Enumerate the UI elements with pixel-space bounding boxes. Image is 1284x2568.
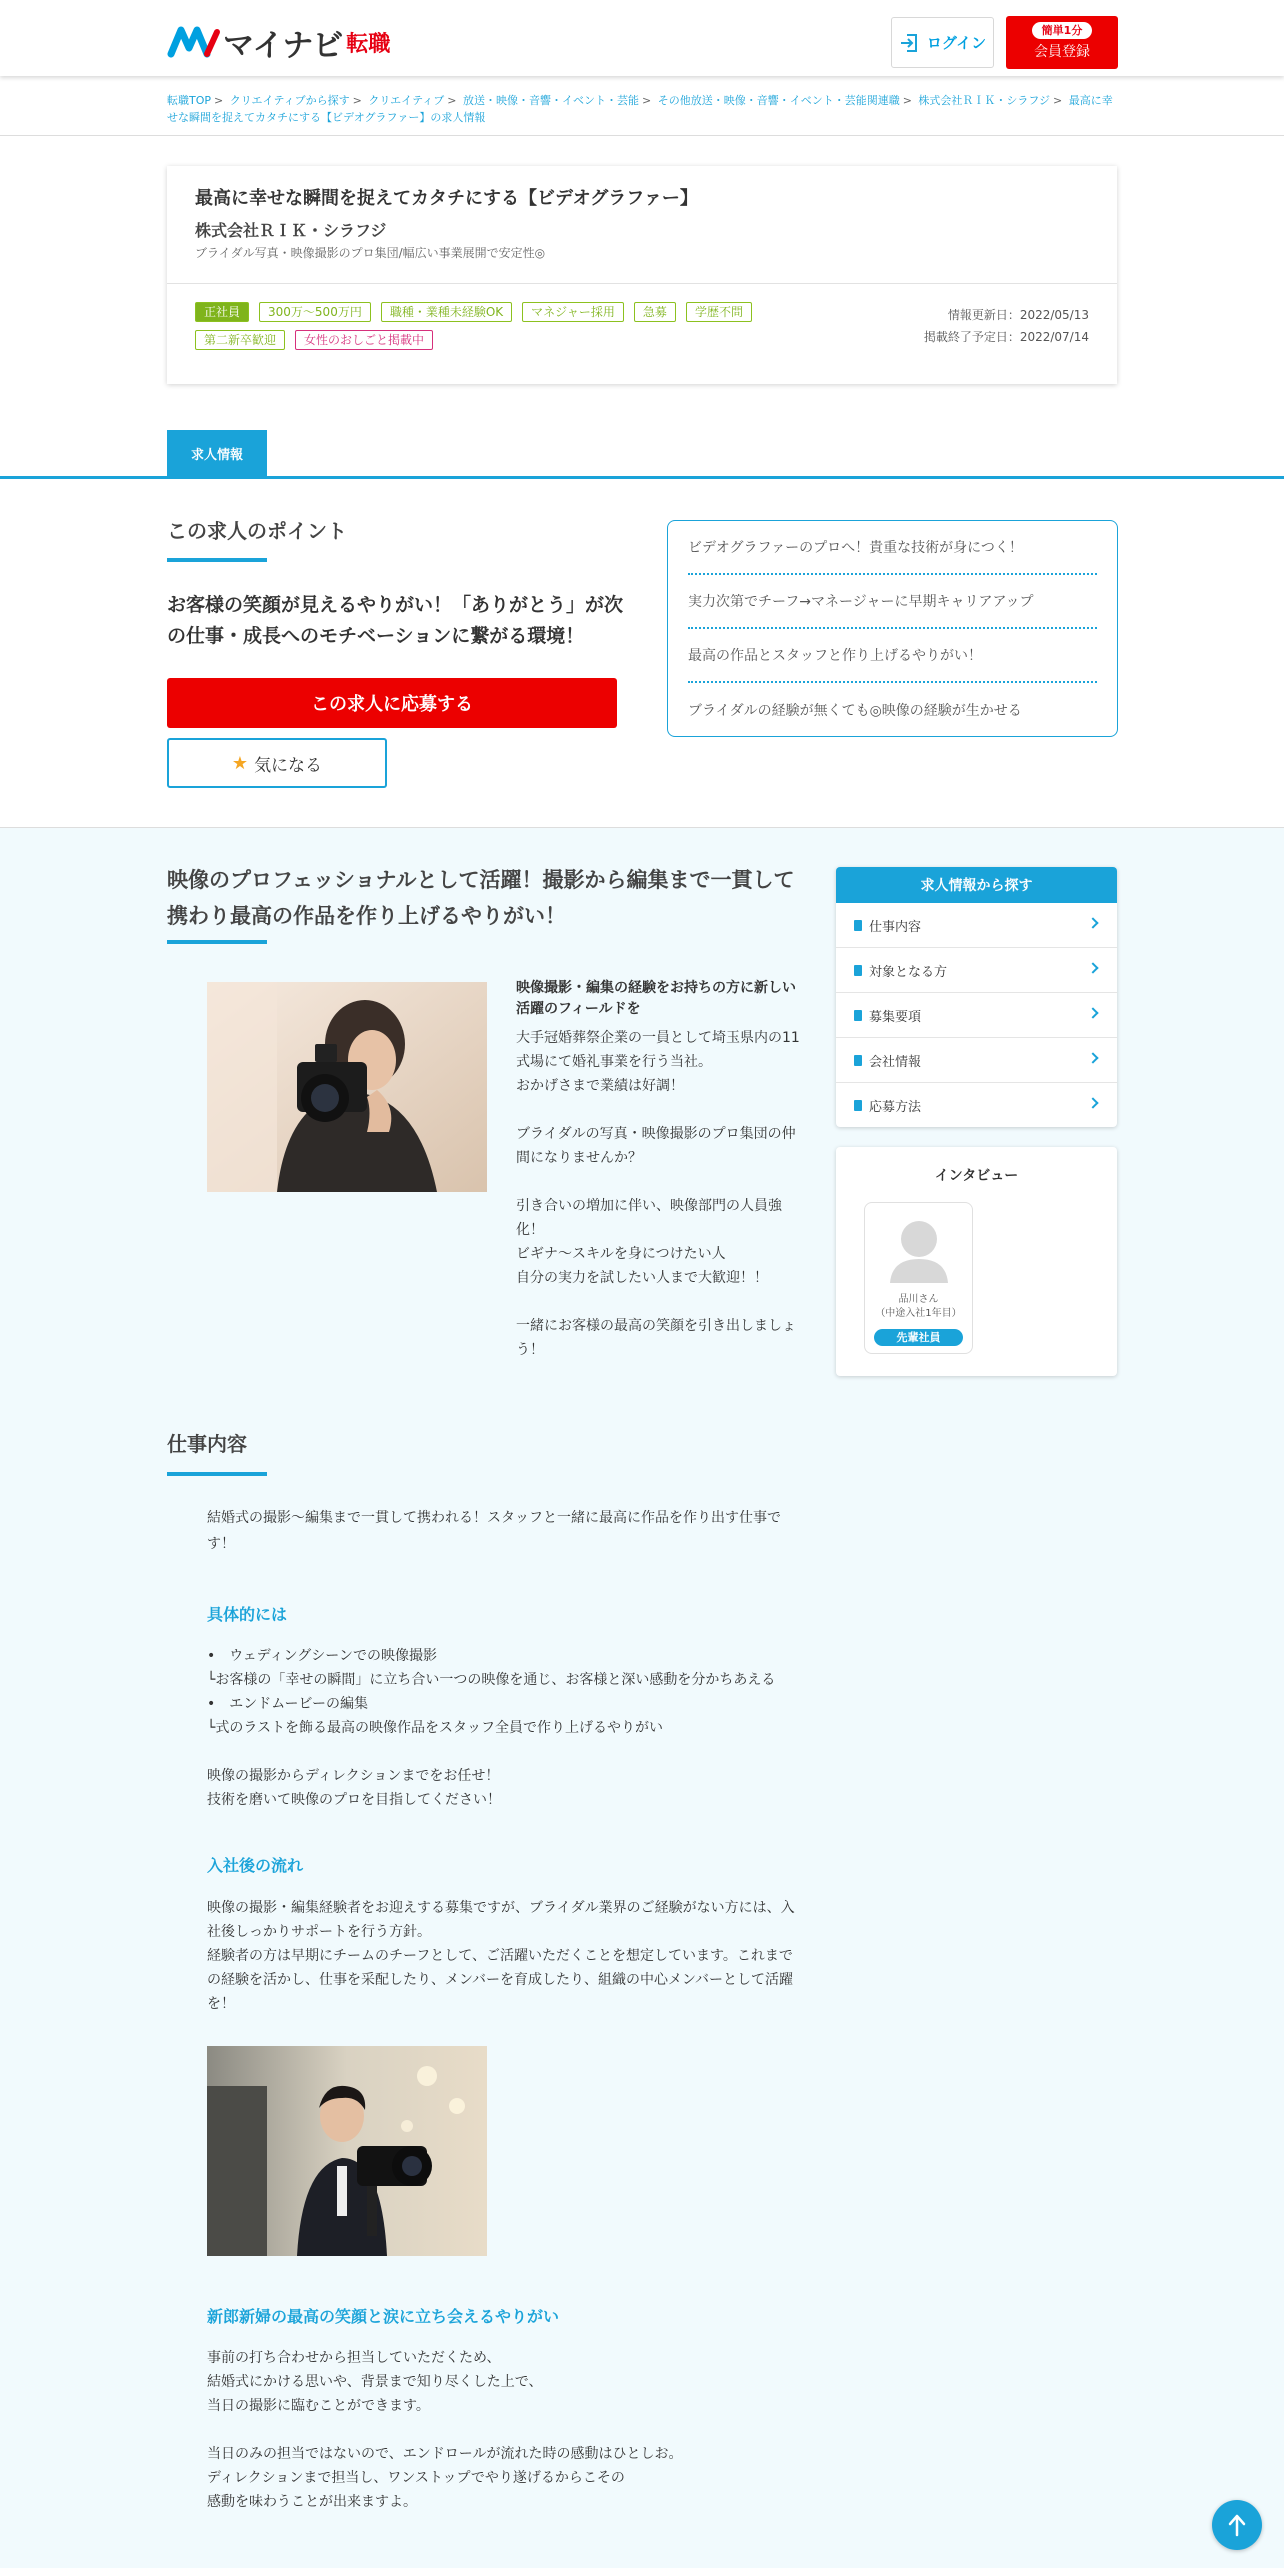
document-icon [854,1010,862,1021]
job-details-text [207,1644,807,1812]
breadcrumb-item[interactable]: 株式会社ＲＩＫ・シラフジ [918,94,1050,107]
site-logo[interactable] [167,22,390,62]
job-info-nav [836,867,1117,1127]
login-label: ログイン [926,34,987,52]
point-item: 最高の作品とスタッフと作り上げるやりがい！ [688,629,1097,683]
rewarding-text [207,2346,807,2514]
document-icon [854,965,862,976]
back-to-top-button[interactable] [1212,2500,1262,2550]
logo-text: マイナビ [223,27,343,64]
nav-item-label: 会社情報 [869,1054,922,1070]
intro-heading: 映像のプロフェッショナルとして活躍！撮影から編集まで一貫して携わり最高の作品を作り上げるやりがい！ [167,868,795,928]
nav-item-job-description[interactable] [836,903,1117,948]
register-button[interactable] [1006,16,1118,69]
chevron-right-icon [1087,1052,1098,1063]
tag-salary: 300万～500万円 [259,302,371,322]
after-joining-text [207,1896,802,2016]
nav-item-requirements[interactable] [836,993,1117,1038]
chevron-right-icon [1087,917,1098,928]
breadcrumb-current[interactable]: 最高に幸せな瞬間を捉えてカタチにする【ビデオグラファー】の求人情報 [167,94,1113,124]
breadcrumb: 転職TOP > クリエイティブから探す > クリエイティブ > 放送・映像・音響・イベント・芸能 > その他放送・映像・音響・イベント・芸能関連職 > 株式会社ＲＩＫ・シラフジ > 最高に幸せな瞬間を捉えてカタチにする【ビデオグラファー】の求人情報 [167,94,1113,124]
company-catch: ブライダル写真・映像撮影のプロ集団/幅広い事業展開で安定性◎ [195,246,546,260]
tag-no-education-req: 学歴不問 [686,302,752,322]
intro-heading-underline [167,940,267,944]
tag-employment-type: 正社員 [195,302,249,322]
interviewee-name: 品川さん [898,1294,939,1305]
card-divider [167,283,1117,284]
document-icon [854,1100,862,1111]
section-divider [0,827,1284,828]
end-date: 掲載終了予定日：2022/07/14 [923,330,1089,344]
nav-item-label: 対象となる方 [869,964,948,980]
star-icon: ★ [231,752,249,774]
login-icon [899,33,919,53]
site-header [0,0,1284,76]
breadcrumb-item[interactable]: クリエイティブから探す [229,94,350,107]
job-content-underline [167,1472,267,1476]
senior-staff-badge: 先輩社員 [874,1329,963,1346]
chevron-right-icon [1087,1007,1098,1018]
point-item: 実力次第でチーフ→マネージャーに早期キャリアアップ [688,575,1097,629]
tag-second-new-grad: 第二新卒歓迎 [195,330,285,350]
intro-text: 大手冠婚葬祭企業の一員として埼玉県内の11式場にて婚礼事業を行う当社。 おかげさまで業績は好調！ ブライダルの写真・映像撮影のプロ集団の仲間になりませんか？ 引き合いの増加に伴い、映像部門の人員強化！ ビギナ～スキルを身につけたい人 自分の実力を試したい人まで大歓迎！！ 一緒にお客様の最高の笑顔を引き出しましょう！ [516,1030,800,1358]
interviewee-detail: （中途入社1年目） [875,1308,962,1319]
subheading-after-joining: 入社後の流れ [207,1856,304,1875]
after-joining-body: 映像の撮影・編集経験者をお迎えする募集ですが、ブライダル業界のご経験がない方には、入社後しっかりサポートを行う方針。 経験者の方は早期にチームのチーフとして、ご活躍いただくことを想定しています。これまでの経験を活かし、仕事を采配したり、メンバーを育成したり、組織の中心メンバーとして活躍を！ [207,1900,795,2012]
tag-inexperienced-ok: 職種・業種未経験OK [381,302,512,322]
nav-item-how-to-apply[interactable] [836,1083,1117,1127]
point-item: ブライダルの経験が無くても◎映像の経験が生かせる [688,703,1022,719]
photo-videographer-man [207,2046,487,2256]
interview-box [836,1147,1117,1376]
favorite-label: 気になる [254,755,323,776]
job-dates [924,304,1089,348]
chevron-right-icon [1087,1097,1098,1108]
document-icon [854,1055,862,1066]
register-label: 会員登録 [1034,44,1090,60]
interviewee-info [865,1293,972,1321]
company-name: 株式会社ＲＩＫ・シラフジ [195,221,387,240]
document-icon [854,920,862,931]
arrow-up-icon [1227,2513,1247,2537]
chevron-right-icon [1087,962,1098,973]
nav-item-company[interactable] [836,1038,1117,1083]
points-lead: お客様の笑顔が見えるやりがい！「ありがとう」が次の仕事・成長へのモチベーションに繋がる環境！ [167,594,624,647]
photo-videographer-woman [207,982,487,1192]
interview-card[interactable] [864,1202,973,1354]
breadcrumb-item[interactable]: クリエイティブ [368,94,445,107]
breadcrumb-divider [0,135,1284,136]
favorite-button[interactable] [167,738,387,788]
tag-urgent: 急募 [634,302,676,322]
avatar-icon [888,1217,950,1283]
tag-manager: マネジャー採用 [522,302,624,322]
job-content-heading: 仕事内容 [167,1432,247,1456]
register-badge: 簡単1分 [1032,22,1093,39]
interview-heading: インタビュー [934,1168,1019,1184]
rewarding-body: 事前の打ち合わせから担当していただくため、 結婚式にかける思いや、背景まで知り尽くした上で、 当日の撮影に臨むことができます。 当日のみの担当ではないので、エンドロールが流れた時の感動はひとしお。 ディレクションまで担当し、ワンストップでやり遂げるからこその 感動を味わうことが出来ますよ。 [207,2350,683,2510]
nav-item-target[interactable] [836,948,1117,993]
nav-item-label: 仕事内容 [869,919,922,935]
subheading-details: 具体的には [207,1605,288,1624]
nav-item-label: 募集要項 [869,1009,922,1025]
mynavi-logo-icon [167,24,221,60]
job-details-body: • ウェディングシーンでの映像撮影 └お客様の「幸せの瞬間」に立ち合い一つの映像を通じ、お客様と深い感動を分かちあえる • エンドムービーの編集 └式のラストを飾る最高の映像作品をスタッフ全員で作り上げるやりがい 映像の撮影からディレクションまでをお任せ！ 技術を磨いて映像のプロを目指してください！ [207,1648,776,1808]
nav-item-label: 応募方法 [869,1100,922,1115]
tab-underline [0,476,1284,479]
login-button[interactable] [891,17,994,68]
breadcrumb-item[interactable]: その他放送・映像・音響・イベント・芸能関連職 [657,94,900,107]
points-heading-underline [167,558,267,562]
breadcrumb-item[interactable]: 放送・映像・音響・イベント・芸能 [462,94,639,107]
point-item: ビデオグラファーのプロへ！貴重な技術が身につく！ [688,521,1097,575]
tab-job-info[interactable]: 求人情報 [167,430,267,476]
breadcrumb-item[interactable]: 転職TOP [167,94,212,107]
tag-women-jobs: 女性のおしごと掲載中 [295,330,433,350]
job-content-lead: 結婚式の撮影～編集まで一貫して携われる！スタッフと一緒に最高に作品を作り出す仕事です！ [207,1510,781,1552]
subheading-rewarding: 新郎新婦の最高の笑顔と涙に立ち会えるやりがい [207,2307,560,2326]
updated-date: 情報更新日：2022/05/13 [947,308,1089,322]
apply-button[interactable]: この求人に応募する [167,678,617,728]
logo-subtext: 転職 [346,31,391,57]
job-summary-card [167,166,1117,384]
points-heading: この求人のポイント [167,519,347,543]
job-tags [195,302,815,350]
points-list [667,520,1118,737]
job-title: 最高に幸せな瞬間を捉えてカタチにする【ビデオグラファー】 [195,188,698,209]
job-info-nav-heading: 求人情報から探す [836,867,1117,903]
intro-text-title: 映像撮影・編集の経験をお持ちの方に新しい活躍のフィールドを [516,980,796,1017]
